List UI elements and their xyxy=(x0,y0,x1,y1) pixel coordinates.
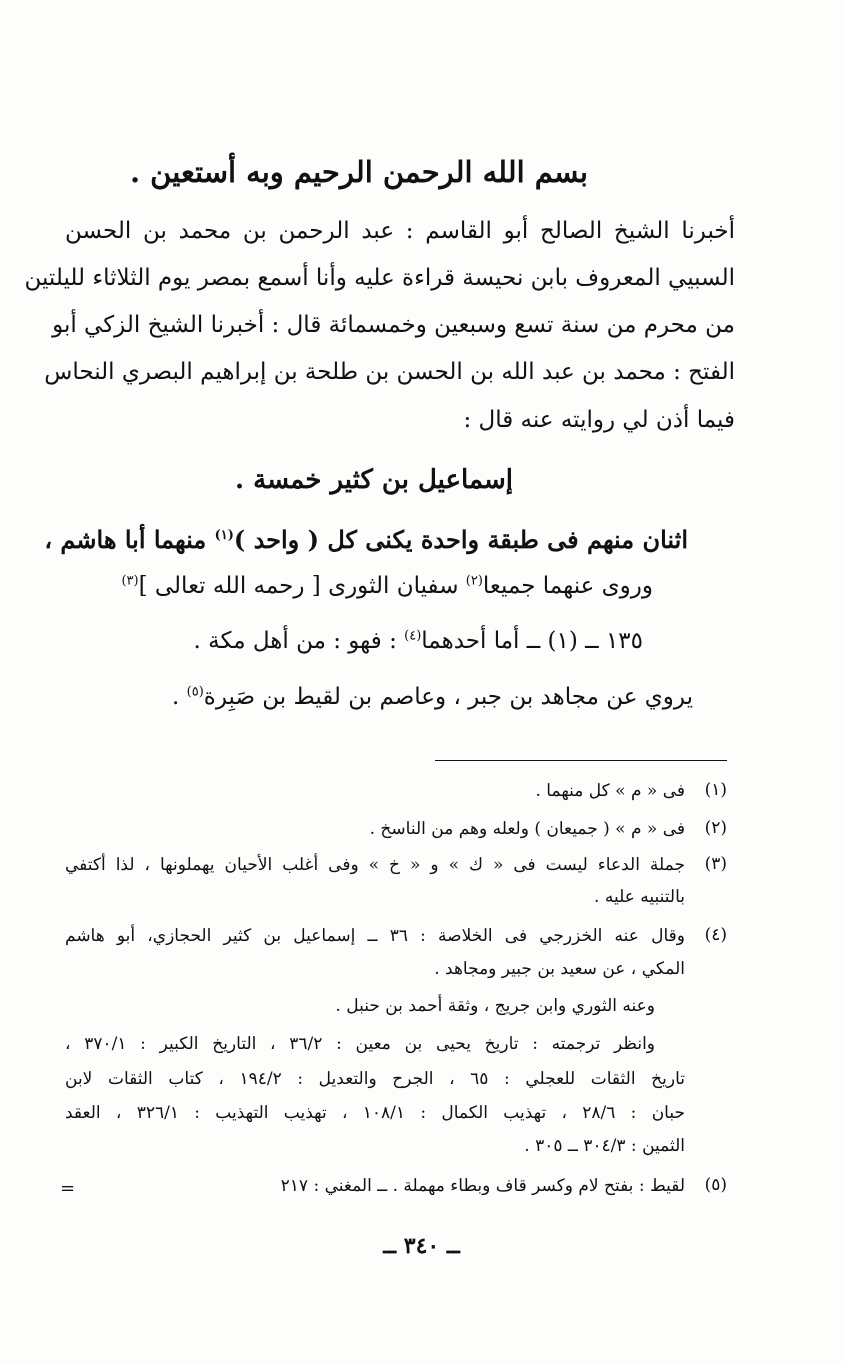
footnote-4-line-6: حبان : ٢٨/٦ ، تهذيب الكمال : ١٠٨/١ ، تهذيب التهذيب : ٣٢٦/١ ، العقد xyxy=(65,1103,685,1123)
footnote-number-2: (٢) xyxy=(704,818,727,838)
footnote-ref-2: (٢) xyxy=(465,573,483,589)
footnote-3-line-2: بالتنبيه عليه . xyxy=(594,887,685,907)
entry-135-narration-a: يروي عن مجاهد بن جبر ، وعاصم بن لقيط بن صَبِرة xyxy=(203,684,693,710)
text-line-2-a: وروى عنهما جميعا xyxy=(482,573,653,599)
footnote-4-line-3: وعنه الثوري وابن جريج ، وثقة أحمد بن حنبل . xyxy=(335,996,655,1016)
footnote-ref-5: (٥) xyxy=(186,684,204,700)
footnote-4-line-1: وقال عنه الخزرجي فى الخلاصة : ٣٦ ــ إسماعيل بن كثير الحجازي، أبو هاشم xyxy=(65,926,685,946)
entry-135-b: : فهو : من أهل مكة . xyxy=(193,628,405,654)
footnote-5: لقيط : بفتح لام وكسر قاف وبطاء مهملة . ــ المغني : ٢١٧ xyxy=(280,1176,685,1196)
footnote-1: فى « م » كل منهما . xyxy=(535,781,685,801)
entry-135-narration-b: . xyxy=(172,684,187,710)
isnad-line-5: فيما أذن لي روايته عنه قال : xyxy=(463,407,735,433)
entry-135-a: ١٣٥ ــ (١) ــ أما أحدهما xyxy=(421,628,643,654)
entry-135-narration xyxy=(172,684,693,710)
footnote-2: فى « م » ( جميعان ) ولعله وهم من الناسخ . xyxy=(369,819,685,839)
text-line-2 xyxy=(121,573,653,599)
text-line-1 xyxy=(44,525,688,554)
isnad-line-2: السبيي المعروف بابن نحيسة قراءة عليه وأنا أسمع بمصر يوم الثلاثاء لليلتين xyxy=(24,265,735,291)
footnote-number-3: (٣) xyxy=(704,854,727,874)
basmala: بسم الله الرحمن الرحيم وبه أستعين . xyxy=(129,155,588,189)
footnote-number-5: (٥) xyxy=(704,1175,727,1195)
footnote-3-line-1: جملة الدعاء ليست فى « ك » و « خ » وفى أغلب الأحيان يهملونها ، لذا أكتفي xyxy=(65,855,685,875)
text-line-1-b: منهما أبا هاشم ، xyxy=(44,525,215,554)
section-heading: إسماعيل بن كثير خمسة . xyxy=(235,465,513,495)
footnote-separator xyxy=(435,760,727,761)
footnote-number-1: (١) xyxy=(704,780,727,800)
footnote-number-4: (٤) xyxy=(704,925,727,945)
entry-135 xyxy=(194,628,643,654)
isnad-line-1: أخبرنا الشيخ الصالح أبو القاسم : عبد الرحمن بن محمد بن الحسن xyxy=(65,218,735,244)
footnote-4-line-7: الثمين : ٣٠٤/٣ ــ ٣٠٥ . xyxy=(524,1136,685,1156)
page-number: ــ ٣٤٠ ــ xyxy=(383,1233,460,1259)
isnad-line-3: من محرم من سنة تسع وسبعين وخمسمائة قال : أخبرنا الشيخ الزكي أبو xyxy=(52,312,735,338)
isnad-line-4: الفتح : محمد بن عبد الله بن الحسن بن طلحة بن إبراهيم البصري النحاس xyxy=(44,359,735,385)
footnote-ref-1: (١) xyxy=(214,528,234,543)
footnote-4-line-2: المكي ، عن سعيد بن جبير ومجاهد . xyxy=(434,959,685,979)
text-line-2-b: سفيان الثورى [ رحمه الله تعالى ] xyxy=(138,573,466,599)
footnote-4-line-4: وانظر ترجمته : تاريخ يحيى بن معين : ٣٦/٢ ، التاريخ الكبير : ٣٧٠/١ ، xyxy=(65,1034,656,1054)
footnote-ref-3: (٣) xyxy=(121,573,139,589)
footnote-4-line-5: تاريخ الثقات للعجلي : ٦٥ ، الجرح والتعديل : ١٩٤/٢ ، كتاب الثقات لابن xyxy=(65,1069,685,1089)
text-line-1-a: اثنان منهم فى طبقة واحدة يكنى كل ( واحد ) xyxy=(233,525,688,554)
footnote-ref-4: (٤) xyxy=(404,628,422,644)
continuation-mark: = xyxy=(60,1178,76,1199)
